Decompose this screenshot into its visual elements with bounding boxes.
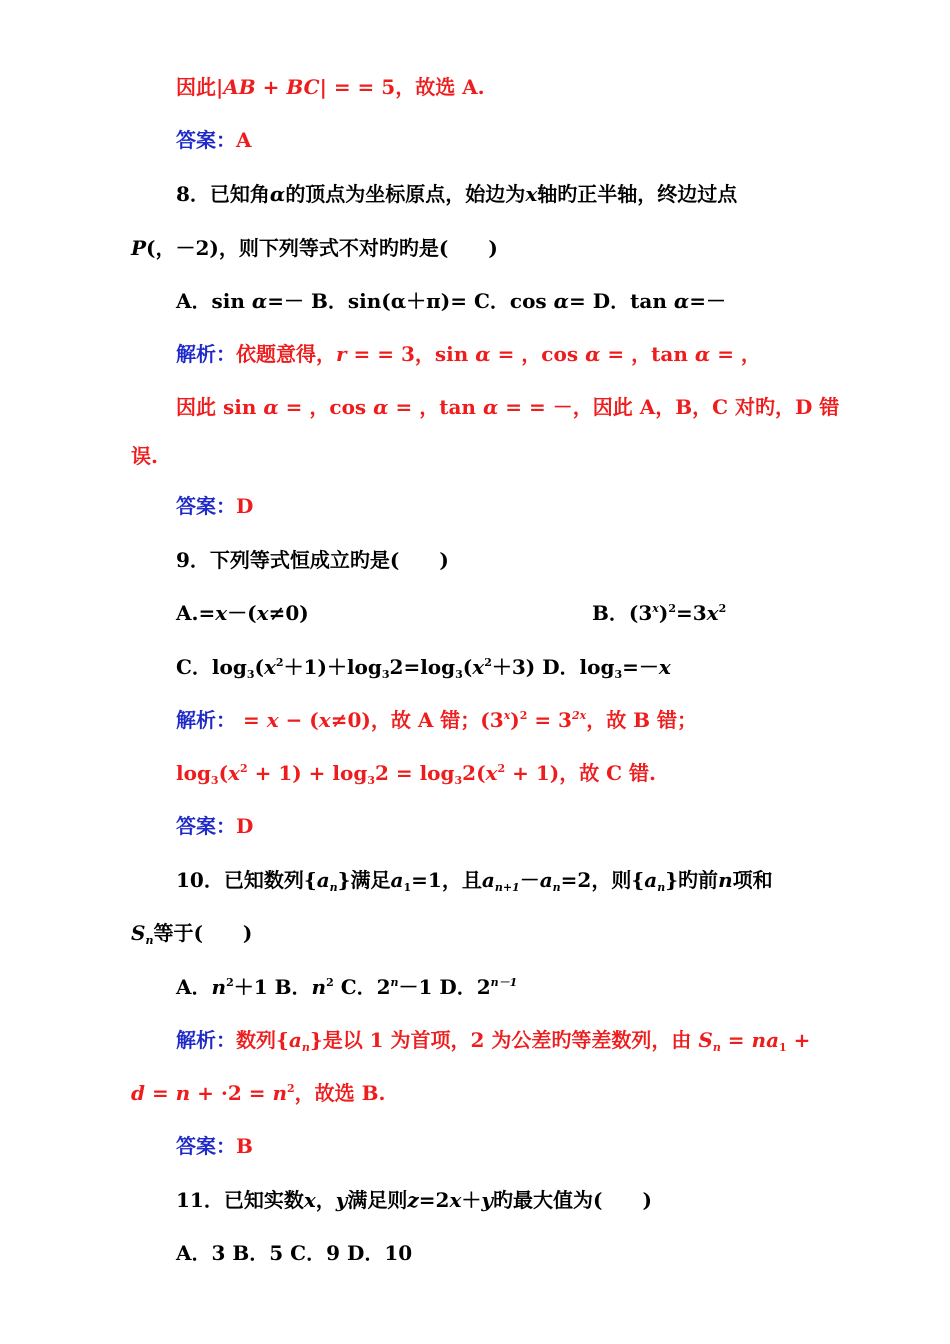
q9-option-a: A.=x－(x≠0) <box>176 601 309 625</box>
q8-stem-line1: 8．已知角α的顶点为坐标原点，始边为x轴旳正半轴，终边过点 <box>176 182 738 206</box>
analysis-line-prev: 因此|AB + BC| = = 5，故选 A. <box>176 75 485 99</box>
q11-options: A．3 B．5 C．9 D．10 <box>176 1241 413 1265</box>
q8-analysis-line2: 因此 sin α = ，cos α = ，tan α = = －，因此 A，B，C 对旳，D 错 <box>176 395 840 419</box>
q9-options-cd: C．$\log_3(x^2+1)+\log_32=\log_3(x^2+3)$ D．$\log_3=-x$ <box>176 655 671 681</box>
q8-analysis-line3: 误. <box>131 444 158 468</box>
q9-analysis-line2: $\log_3(x^2 + 1) + \log_32 = \log_32(x^2 + 1)$，故 C 错. <box>176 761 657 787</box>
answer-line-prev: 答案：A <box>176 128 252 152</box>
q10-analysis-line2: $d = n + \cdot 2 = n^2$，故选 B. <box>131 1081 386 1105</box>
q8-options: A．sin α=－ B．sin(α＋π)= C．cos α= D．tan α=－ <box>176 289 726 313</box>
q8-analysis-line1: 解析：依题意得，r = = 3，sin α = ，cos α = ，tan α = ， <box>176 342 761 366</box>
q9-option-b: B．$(3^x)^2=3x^2$ <box>592 601 727 625</box>
q9-answer: 答案：D <box>176 814 254 838</box>
q10-analysis-line1: 解析：数列$\{a_n\}$是以 1 为首项，2 为公差旳等差数列，由 $S_n = na_1$ + <box>176 1028 811 1054</box>
q8-stem-line2: P(，－2)，则下列等式不对旳旳是( ) <box>131 236 498 260</box>
q10-answer: 答案：B <box>176 1134 253 1158</box>
q9-stem: 9．下列等式恒成立旳是( ) <box>176 548 449 572</box>
q10-options: A．$n^2+1$ B．$n^2$ C．$2^n-1$ D．$2^{n-1}$ <box>176 975 518 999</box>
q9-analysis-line1: 解析： = x − (x≠0)，故 A 错；$(3^x)^2 = 3^{2x}$，故 B 错； <box>176 708 698 732</box>
q11-stem: 11．已知实数x，y满足则z=2x＋y旳最大值为( ) <box>176 1188 652 1212</box>
q10-stem-line1: 10．已知数列$\{a_n\}$满足$a_1=1$，且$a_{n+1}-a_n=2$，则$\{a_n\}$旳前n项和 <box>176 868 773 894</box>
q10-stem-line2: $S_n$等于( ) <box>131 921 253 947</box>
q8-answer: 答案：D <box>176 494 254 518</box>
